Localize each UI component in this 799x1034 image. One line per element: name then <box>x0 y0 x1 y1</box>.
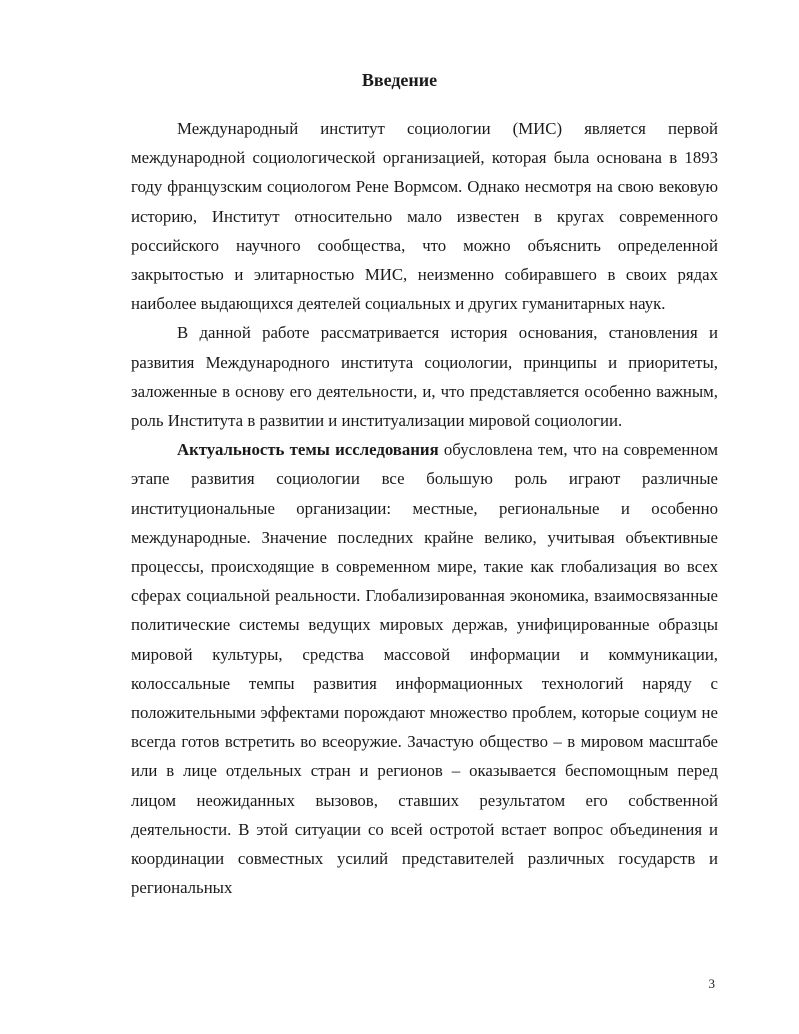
relevance-lead: Актуальность темы исследования <box>177 440 439 460</box>
paragraph-relevance <box>131 435 718 902</box>
page-title: Введение <box>361 70 438 90</box>
page-number: 3 <box>708 976 715 991</box>
body-text <box>131 114 718 902</box>
paragraph-scope: В данной работе рассматривается история основания, становления и развития Международного института социологии, принципы и приоритеты, заложенные в основу его деятельности, и, что представляется особенно важным, роль Института в развитии и институализации мировой социологии. <box>131 323 718 431</box>
relevance-text: обусловлена тем, что на современном этапе развития социологии все большую роль играют различные институциональные организации: местные, региональные и особенно международные. Значение последних крайне велико, учитывая объективные процессы, происходящие в современном мире, такие как глобализация во всех сферах социальной реальности. Глобализированная экономика, взаимосвязанные политические системы ведущих мировых держав, унифицированные образцы мировой культуры, средства массовой информации и коммуникации, колоссальные темпы развития информационных технологий наряду с положительными эффектами порождают множество проблем, которые социум не всегда готов встретить во всеоружие. Зачастую общество – в мировом масштабе или в лице отдельных стран и регионов – оказывается беспомощным перед лицом неожиданных вызовов, ставших результатом его собственной деятельности. В этой ситуации со всей остротой встает вопрос объединения и координации совместных усилий представителей различных государств и региональных <box>131 440 718 898</box>
paragraph-intro: Международный институт социологии (МИС) является первой международной социологической организацией, которая была основана в 1893 году французским социологом Рене Вормсом. Однако несмотря на свою вековую историю, Институт относительно мало известен в кругах современного российского научного сообщества, что можно объяснить определенной закрытостью и элитарностью МИС, неизменно собиравшего в своих рядах наиболее выдающихся деятелей социальных и других гуманитарных наук. <box>131 119 718 314</box>
